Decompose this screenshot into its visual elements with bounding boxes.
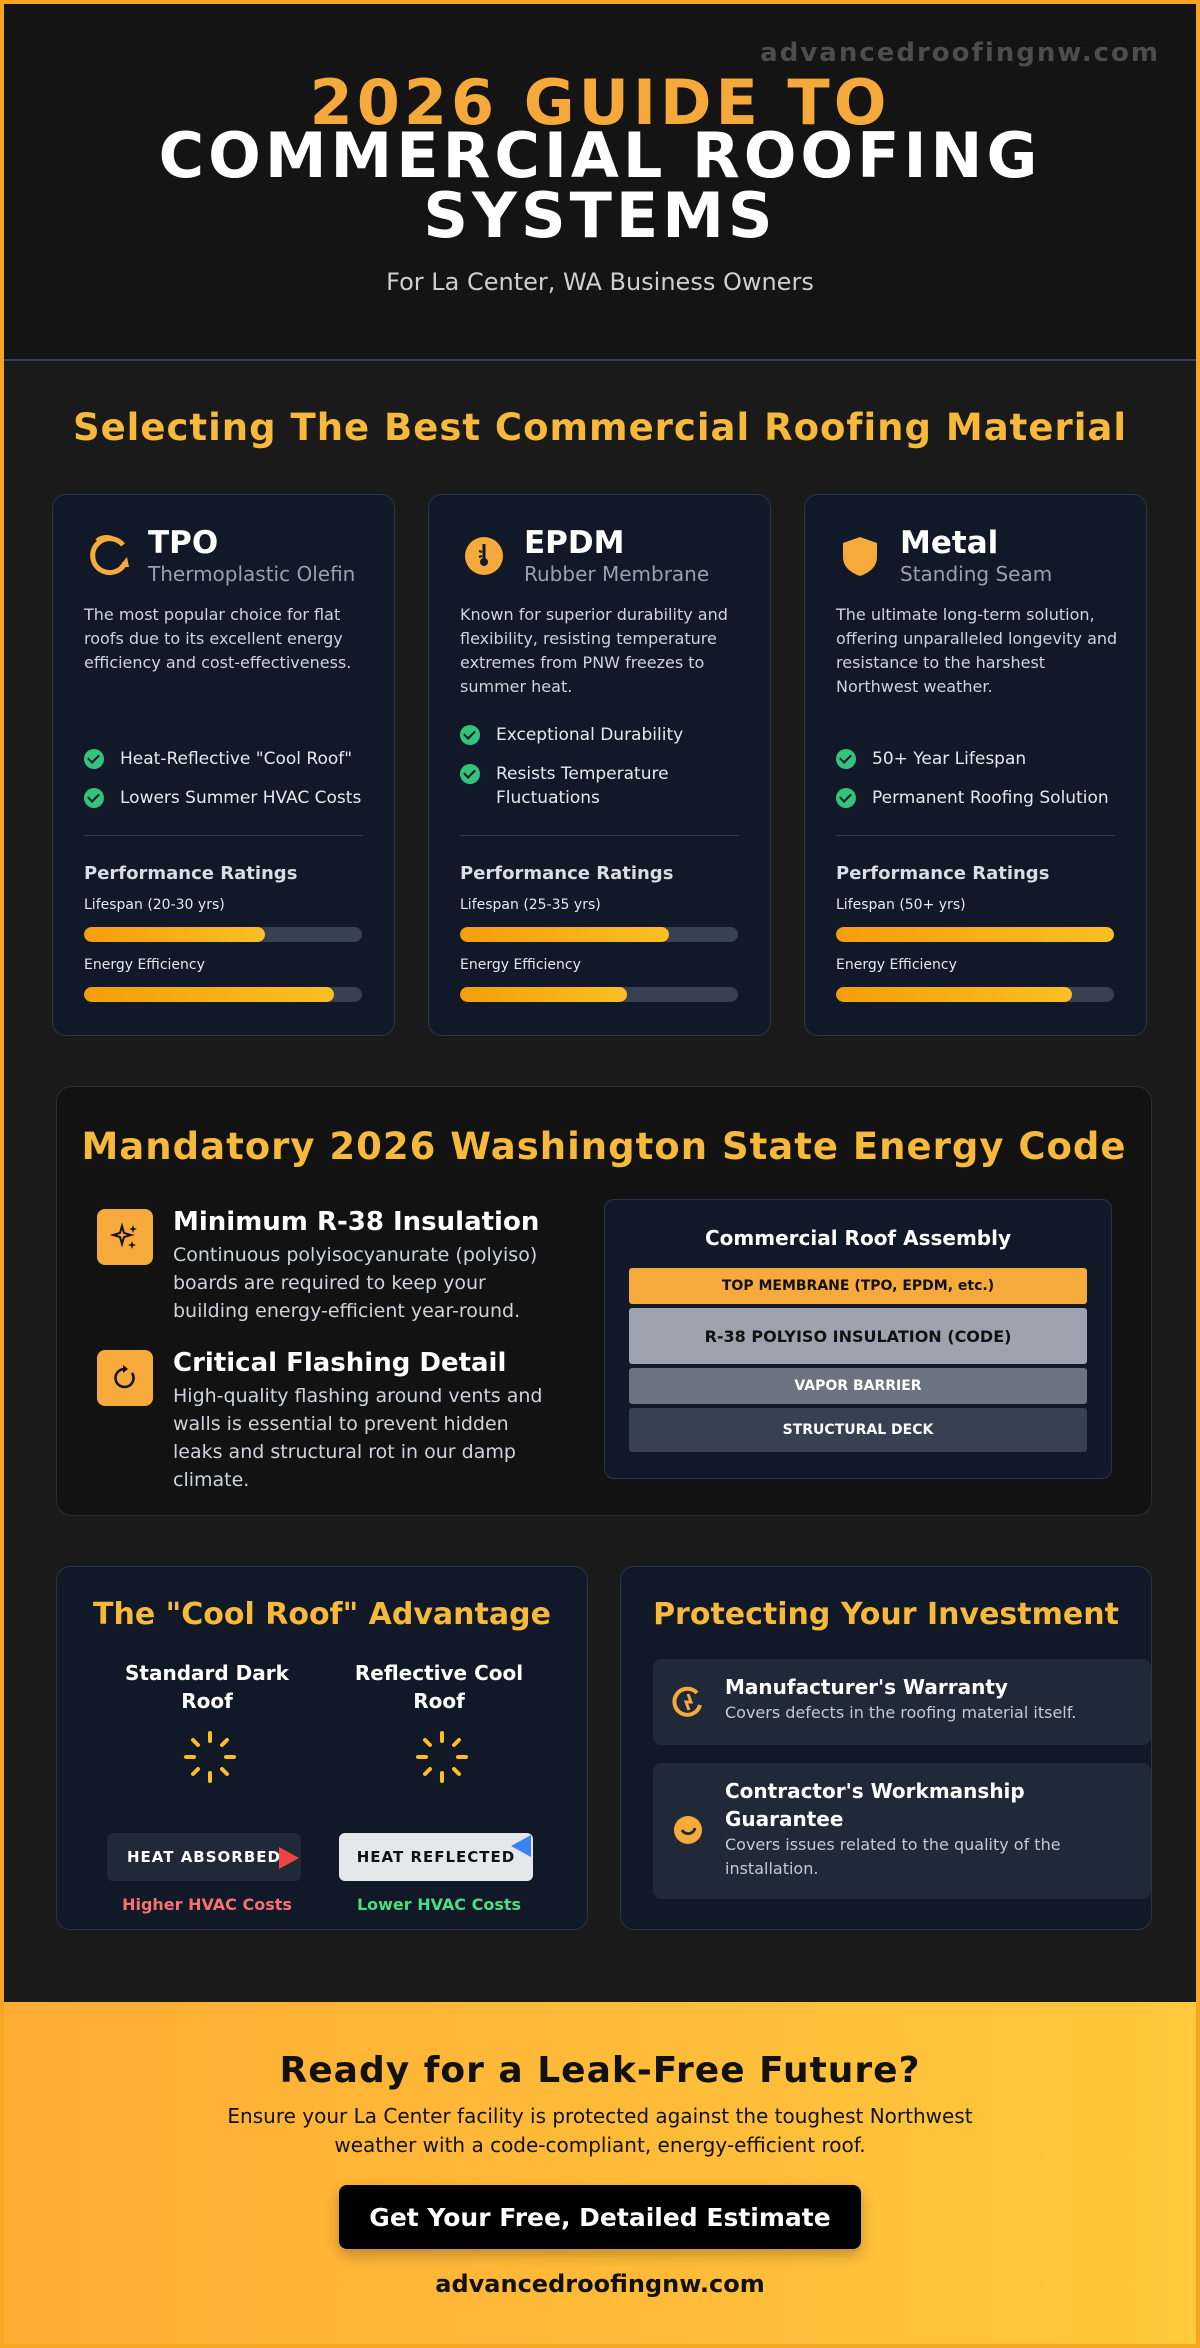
cool-roof-card [56,1566,588,1930]
workmanship-text: Covers issues related to the quality of the installation. [725,1835,1061,1878]
warranty-text: Covers defects in the roofing material itself. [725,1703,1077,1722]
subtitle: For La Center, WA Business Owners [386,268,814,296]
cool-roof-column-title: Reflective Cool Roof [354,1661,524,1713]
card-description: The most popular choice for flat roofs due to its excellent energy efficiency and cost-effectiveness. [84,605,352,672]
energy-bar [84,987,362,1002]
energy-label: Energy Efficiency [460,957,581,973]
performance-heading: Performance Ratings [836,863,1050,884]
energy-bar [836,987,1114,1002]
warranty-title: Manufacturer's Warranty [725,1675,1008,1699]
roof-assembly-diagram [604,1199,1112,1479]
title-line-2 [4,119,1196,252]
lifespan-label: Lifespan (20-30 yrs) [84,897,225,913]
refresh-icon [97,1350,153,1406]
energy-label: Energy Efficiency [836,957,957,973]
layer-insulation: R-38 POLYISO INSULATION (CODE) [629,1308,1087,1364]
sun-icon [414,1729,470,1789]
feature-item: Heat-Reflective "Cool Roof" [84,747,374,771]
investment-card [620,1566,1152,1930]
card-description: The ultimate long-term solution, offering unparalleled longevity and resistance to the harshest Northwest weather. [836,605,1118,696]
title-line-1: 2026 GUIDE TO [309,66,891,139]
energy-bar [460,987,738,1002]
feature-item: Resists Temperature Fluctuations [460,762,750,810]
check-icon [836,788,856,808]
energy-code-section [56,1086,1152,1516]
higher-hvac-text: Higher HVAC Costs [122,1895,292,1914]
lifespan-bar [84,927,362,942]
heat-absorbed-box: HEAT ABSORBED [107,1833,301,1881]
thermometer-icon [459,531,509,581]
warranty-item [653,1659,1151,1745]
lifespan-label: Lifespan (25-35 yrs) [460,897,601,913]
feature-item: Lowers Summer HVAC Costs [84,786,374,810]
header [4,4,1196,361]
check-icon [84,788,104,808]
shield-icon [835,531,885,581]
divider [460,835,739,836]
energy-label: Energy Efficiency [84,957,205,973]
card-subname: Thermoplastic Olefin [148,562,356,586]
cta-title: Ready for a Leak-Free Future? [279,2050,921,2091]
feature-item: Exceptional Durability [460,723,750,747]
cta-text: Ensure your La Center facility is protected against the toughest Northwest weather with a code-compliant, energy-efficient roof. [227,2104,973,2157]
card-subname: Standing Seam [900,562,1053,586]
feature-item: Permanent Roofing Solution [836,786,1126,810]
card-description: Known for superior durability and flexibility, resisting temperature extremes from PNW freezes to summer heat. [460,605,728,696]
check-icon [460,764,480,784]
code-item-text: Continuous polyisocyanurate (polyiso) boards are required to keep your building energy-efficient year-round. [173,1244,538,1322]
divider [84,835,363,836]
performance-heading: Performance Ratings [84,863,298,884]
material-card-metal [804,494,1147,1036]
performance-heading: Performance Ratings [460,863,674,884]
title-line-2-text: COMMERCIAL ROOFING [158,119,1042,192]
layer-top-membrane: TOP MEMBRANE (TPO, EPDM, etc.) [629,1268,1087,1304]
layer-structural-deck: STRUCTURAL DECK [629,1408,1087,1452]
material-card-epdm [428,494,771,1036]
feature-item: 50+ Year Lifespan [836,747,1126,771]
website-link[interactable]: advancedroofingnw.com [435,2270,765,2298]
card-subname: Rubber Membrane [524,562,710,586]
sparkle-icon [97,1209,153,1265]
investment-title: Protecting Your Investment [653,1597,1119,1632]
cool-roof-column [339,1659,539,1914]
arrow-left-icon [511,1835,531,1857]
card-name: EPDM [524,525,625,561]
arrow-right-icon [279,1847,299,1869]
code-item-title: Minimum R-38 Insulation [173,1207,540,1237]
code-item-title: Critical Flashing Detail [173,1348,507,1378]
energy-code-title: Mandatory 2026 Washington State Energy Code [81,1125,1127,1168]
lifespan-bar [836,927,1114,942]
workmanship-title: Contractor's Workmanship Guarantee [725,1779,1025,1831]
materials-title: Selecting The Best Commercial Roofing Material [72,406,1128,449]
cta-section [4,2002,1196,2348]
divider [836,835,1115,836]
watermark: advancedroofingnw.com [760,38,1160,68]
estimate-button[interactable]: Get Your Free, Detailed Estimate [339,2185,861,2249]
layer-vapor-barrier: VAPOR BARRIER [629,1368,1087,1404]
code-item-text: High-quality flashing around vents and walls is essential to prevent hidden leaks and structural rot in our damp climate. [173,1385,543,1491]
dark-roof-column [107,1659,307,1914]
title-line-3-text: SYSTEMS [423,179,777,252]
card-name: Metal [900,525,999,561]
recycle-icon [83,531,133,581]
heat-reflected-box: HEAT REFLECTED [339,1833,533,1881]
lower-hvac-text: Lower HVAC Costs [356,1895,522,1914]
card-name: TPO [148,525,219,561]
check-icon [836,749,856,769]
cool-roof-title: The "Cool Roof" Advantage [93,1597,551,1632]
sun-icon [182,1729,238,1789]
workmanship-item [653,1763,1151,1899]
material-card-tpo [52,494,395,1036]
check-icon [460,725,480,745]
lifespan-label: Lifespan (50+ yrs) [836,897,966,913]
workmanship-icon [671,1813,705,1847]
dark-roof-title: Standard Dark Roof [125,1661,289,1713]
check-icon [84,749,104,769]
assembly-title: Commercial Roof Assembly [705,1226,1011,1250]
warranty-icon [671,1685,705,1719]
lifespan-bar [460,927,738,942]
